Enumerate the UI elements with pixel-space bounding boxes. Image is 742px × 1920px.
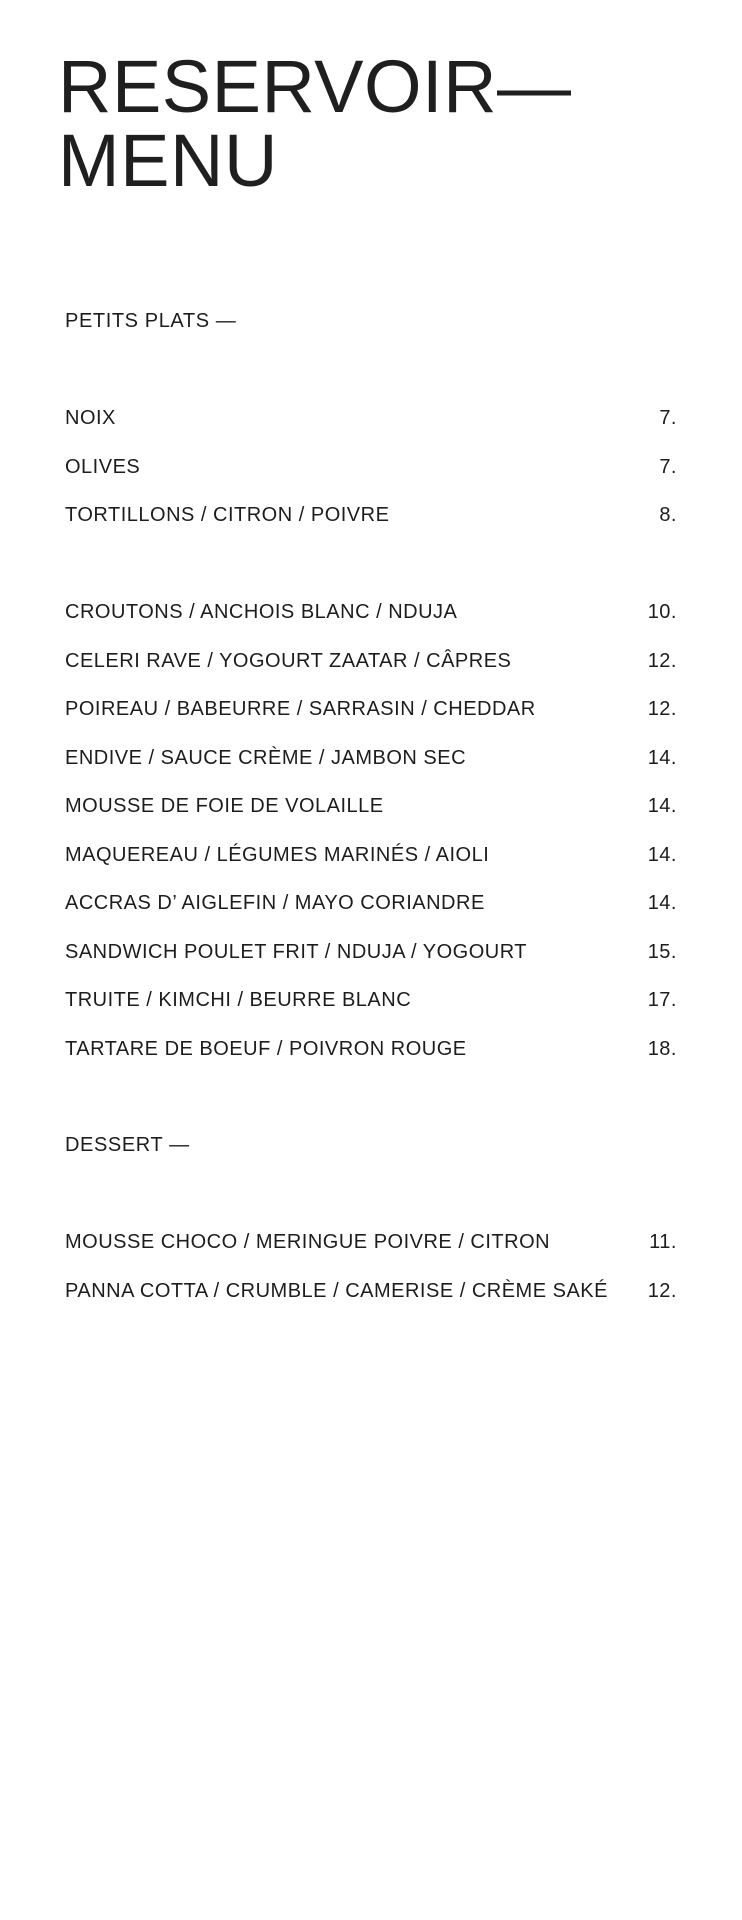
menu-item <box>65 987 677 1013</box>
menu-item-name: TORTILLONS / CITRON / POIVRE <box>65 503 390 526</box>
menu-item-price: 15. <box>647 940 677 963</box>
menu-item <box>65 1278 677 1304</box>
menu-item-name: MOUSSE DE FOIE DE VOLAILLE <box>65 794 384 817</box>
menu-item-price: 12. <box>647 697 677 720</box>
menu-item <box>65 793 677 819</box>
menu-title <box>58 45 572 202</box>
menu-item-name: ACCRAS D’ AIGLEFIN / MAYO CORIANDRE <box>65 891 485 914</box>
menu-item-price: 14. <box>647 891 677 914</box>
menu-item-price: 8. <box>659 503 677 526</box>
menu-item <box>65 745 677 771</box>
menu-item-name: SANDWICH POULET FRIT / NDUJA / YOGOURT <box>65 940 528 963</box>
menu-item-name: ENDIVE / SAUCE CRÈME / JAMBON SEC <box>65 746 467 769</box>
menu-item-price: 10. <box>647 600 677 623</box>
menu-item-price: 12. <box>647 649 677 672</box>
menu-item-price: 12. <box>647 1279 677 1302</box>
menu-item-price: 17. <box>647 988 677 1011</box>
menu-item-price: 18. <box>647 1037 677 1060</box>
menu-item-name: POIREAU / BABEURRE / SARRASIN / CHEDDAR <box>65 697 536 720</box>
menu-item <box>65 842 677 868</box>
menu-item-price: 14. <box>647 746 677 769</box>
menu-item-price: 7. <box>659 406 677 429</box>
menu-item <box>65 939 677 965</box>
menu-item <box>65 890 677 916</box>
menu-item <box>65 1229 677 1255</box>
menu-item-price: 14. <box>647 843 677 866</box>
menu-item-name: MOUSSE CHOCO / MERINGUE POIVRE / CITRON <box>65 1230 551 1253</box>
menu-item-price: 7. <box>659 455 677 478</box>
section-heading-petits-plats: PETITS PLATS — <box>65 310 237 332</box>
menu-item <box>65 454 677 480</box>
menu-item <box>65 648 677 674</box>
menu-item-name: CELERI RAVE / YOGOURT ZAATAR / CÂPRES <box>65 649 512 672</box>
menu-item <box>65 599 677 625</box>
menu-item-name: TRUITE / KIMCHI / BEURRE BLANC <box>65 988 412 1011</box>
menu-title-line1: RESERVOIR— <box>58 45 572 128</box>
menu-item-name: PANNA COTTA / CRUMBLE / CAMERISE / CRÈME SAKÉ <box>65 1279 608 1302</box>
menu-title-line2: MENU <box>58 119 278 202</box>
menu-item <box>65 502 677 528</box>
menu-item-name: OLIVES <box>65 455 141 478</box>
menu-item-name: MAQUEREAU / LÉGUMES MARINÉS / AIOLI <box>65 843 490 866</box>
section-heading-dessert: DESSERT — <box>65 1134 190 1156</box>
menu-item-name: TARTARE DE BOEUF / POIVRON ROUGE <box>65 1037 467 1060</box>
menu-item-name: CROUTONS / ANCHOIS BLANC / NDUJA <box>65 600 458 623</box>
menu-item-price: 14. <box>647 794 677 817</box>
menu-item <box>65 1036 677 1062</box>
menu-item-price: 11. <box>649 1230 677 1253</box>
menu-item-name: NOIX <box>65 406 116 429</box>
menu-item <box>65 696 677 722</box>
menu-item <box>65 405 677 431</box>
